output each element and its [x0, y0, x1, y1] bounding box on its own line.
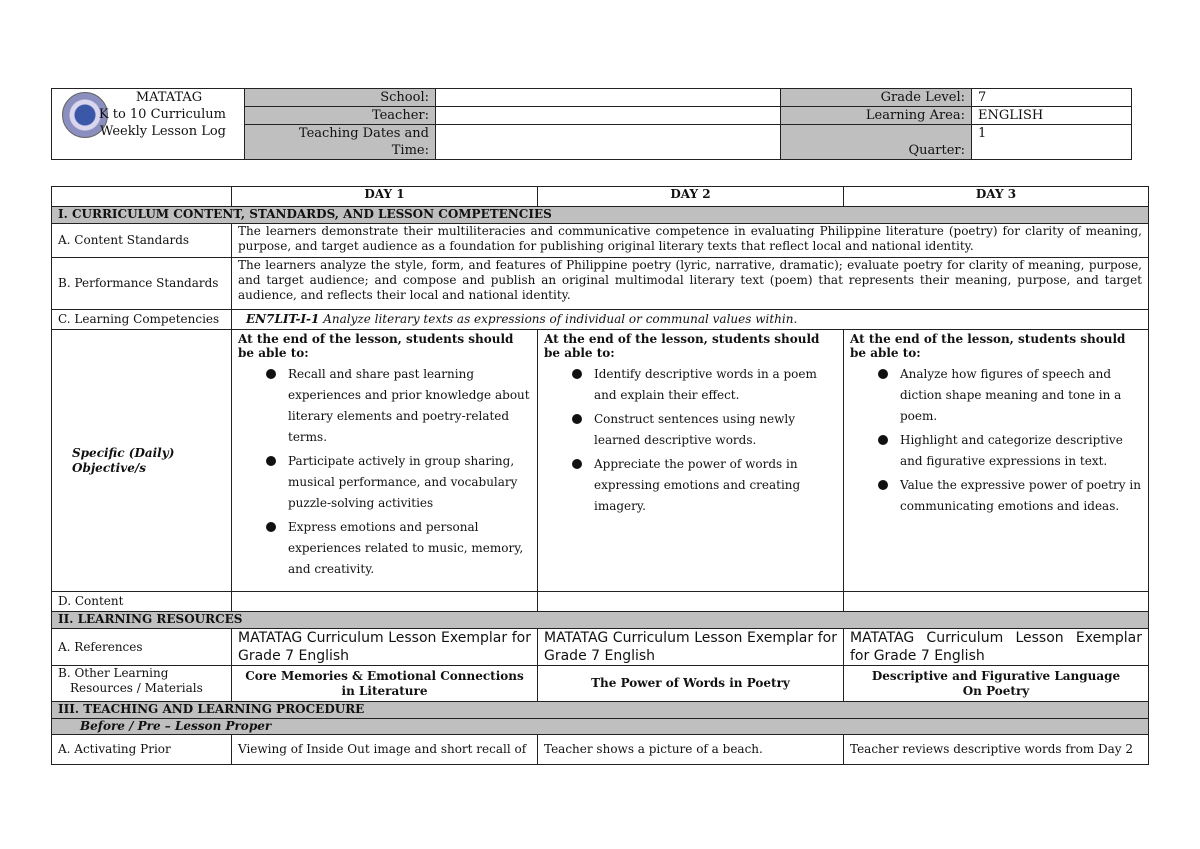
objective-text: Participate actively in group sharing, musical performance, and vocabulary puzzle-solving activities [288, 454, 518, 510]
day1-reference: MATATAG Curriculum Lesson Exemplar for Grade 7 English [232, 629, 538, 666]
objective-text: Highlight and categorize descriptive and figurative expressions in text. [900, 433, 1123, 468]
title-line-1: MATATAG [135, 90, 203, 105]
list-item [544, 364, 837, 406]
day2-other-resource: The Power of Words in Poetry [538, 666, 844, 702]
content-label: D. Content [52, 592, 232, 612]
lesson-log-header [51, 88, 1132, 160]
day2-activating: Teacher shows a picture of a beach. [538, 735, 844, 765]
day1-other-resource: Core Memories & Emotional Connections in Literature [232, 666, 538, 702]
objective-text: Express emotions and personal experiences related to music, memory, and creativity. [288, 520, 524, 576]
content-standards-label: A. Content Standards [52, 224, 232, 258]
day2-reference: MATATAG Curriculum Lesson Exemplar for Grade 7 English [538, 629, 844, 666]
list-item [238, 451, 531, 514]
day2-objectives-title: At the end of the lesson, students should be able to: [544, 332, 820, 360]
day1-objectives-title: At the end of the lesson, students should be able to: [238, 332, 514, 360]
objectives-label [52, 330, 232, 592]
dates-label-line-2: Time: [391, 143, 429, 158]
dates-label [245, 125, 436, 160]
day2-content[interactable] [538, 592, 844, 612]
title-line-3: Weekly Lesson Log [100, 124, 226, 139]
day3-activating: Teacher reviews descriptive words from Day 2 [844, 735, 1149, 765]
grade-field[interactable]: 7 [972, 89, 1132, 107]
day2-header: DAY 2 [538, 187, 844, 207]
day3-objectives [844, 330, 1149, 592]
day3-other-resource-line-2: On Poetry [962, 683, 1030, 698]
objectives-label-line-1: Specific (Daily) [72, 445, 175, 460]
competencies-label: C. Learning Competencies [52, 310, 232, 330]
other-resources-label-line-1: B. Other Learning [58, 666, 169, 680]
performance-standards-label: B. Performance Standards [52, 258, 232, 310]
title-line-2: K to 10 Curriculum [98, 107, 226, 122]
school-field[interactable] [436, 89, 781, 107]
objectives-label-line-2: Objective/s [72, 460, 146, 475]
objective-text: Analyze how figures of speech and diction shape meaning and tone in a poem. [900, 367, 1122, 423]
day3-content[interactable] [844, 592, 1149, 612]
header-title-cell [52, 89, 245, 160]
objective-text: Construct sentences using newly learned descriptive words. [594, 412, 796, 447]
day1-header: DAY 1 [232, 187, 538, 207]
list-item [850, 430, 1142, 472]
grade-label: Grade Level: [781, 89, 972, 107]
other-resources-label [52, 666, 232, 702]
list-item [544, 409, 837, 451]
day3-other-resource [844, 666, 1149, 702]
day3-other-resource-line-1: Descriptive and Figurative Language [871, 668, 1121, 683]
objective-text: Value the expressive power of poetry in communicating emotions and ideas. [900, 478, 1141, 513]
day1-content[interactable] [232, 592, 538, 612]
references-label: A. References [52, 629, 232, 666]
day1-objectives [232, 330, 538, 592]
teacher-label: Teacher: [245, 107, 436, 125]
competency-description: Analyze literary texts as expressions of individual or communal values within. [319, 312, 798, 326]
section-resources: II. LEARNING RESOURCES [52, 612, 1149, 629]
school-label: School: [245, 89, 436, 107]
area-label: Learning Area: [781, 107, 972, 125]
day3-reference: MATATAG Curriculum Lesson Exemplar for Grade 7 English [844, 629, 1149, 666]
teacher-field[interactable] [436, 107, 781, 125]
corner-cell [52, 187, 232, 207]
competencies-text [232, 310, 1149, 330]
activating-label: A. Activating Prior [52, 735, 232, 765]
objective-text: Recall and share past learning experiences and prior knowledge about literary elements and poetry-related terms. [288, 367, 530, 444]
dates-label-line-1: Teaching Dates and [298, 126, 429, 141]
content-standards-text: The learners demonstrate their multiliteracies and communicative competence in evaluating Philippine literature (poetry) for clarity of meaning, purpose, and target audience as a foundation for publishing original literary texts that reflect local and national identity. [232, 224, 1149, 258]
list-item [544, 454, 837, 517]
quarter-label: Quarter: [781, 125, 972, 160]
day1-activating: Viewing of Inside Out image and short recall of [232, 735, 538, 765]
list-item [850, 364, 1142, 427]
area-field[interactable]: ENGLISH [972, 107, 1132, 125]
objective-text: Identify descriptive words in a poem and explain their effect. [594, 367, 817, 402]
objective-text: Appreciate the power of words in expressing emotions and creating imagery. [594, 457, 801, 513]
competency-code: EN7LIT-I-1 [246, 312, 320, 326]
day2-objectives [538, 330, 844, 592]
dates-field[interactable] [436, 125, 781, 160]
day3-header: DAY 3 [844, 187, 1149, 207]
other-resources-label-line-2: Resources / Materials [70, 681, 203, 695]
list-item [238, 517, 531, 580]
section-procedure: III. TEACHING AND LEARNING PROCEDURE [52, 702, 1149, 719]
quarter-field[interactable]: 1 [972, 125, 1132, 160]
performance-standards-text: The learners analyze the style, form, and features of Philippine poetry (lyric, narrative, dramatic); evaluate poetry for clarity of meaning, purpose, and target audience; and compose and publish an original multimodal literary text (poem) that represents their meaning, purpose, and target audience, and reflects their local and national identity. [232, 258, 1149, 310]
day3-objectives-title: At the end of the lesson, students should be able to: [850, 332, 1126, 360]
section-before-lesson: Before / Pre – Lesson Proper [52, 719, 1149, 735]
list-item [850, 475, 1142, 517]
section-curriculum: I. CURRICULUM CONTENT, STANDARDS, AND LESSON COMPETENCIES [52, 207, 1149, 224]
list-item [238, 364, 531, 448]
lesson-log-table [51, 186, 1149, 765]
